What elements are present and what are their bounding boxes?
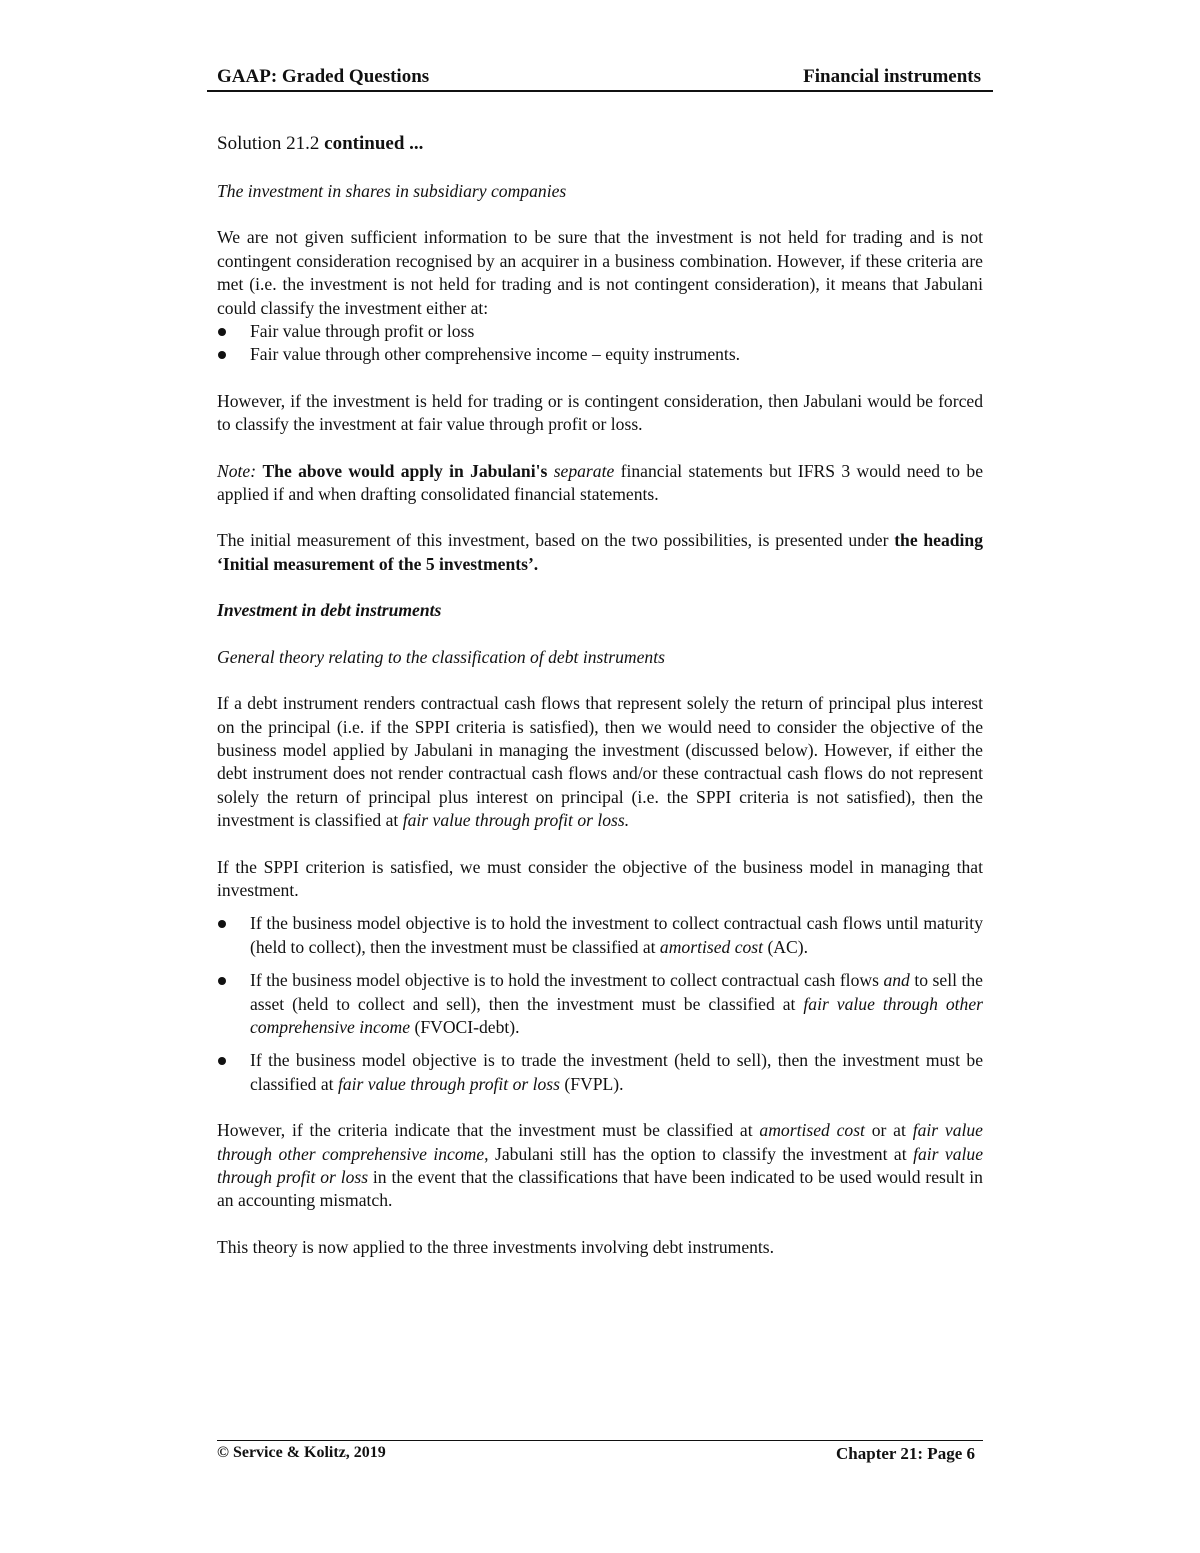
subsidiary-paragraph-3 bbox=[217, 529, 983, 576]
debt-heading: Investment in debt instruments bbox=[217, 600, 442, 621]
note-bold-text: The above would apply in Jabulani's bbox=[262, 460, 548, 481]
footer-copyright: © Service & Kolitz, 2019 bbox=[217, 1444, 386, 1461]
bullet-italic: and bbox=[883, 970, 910, 991]
paragraph-italic: fair value through other comprehensive income bbox=[217, 1120, 983, 1164]
business-model-list bbox=[217, 912, 983, 1096]
bullet-text: If the business model objective is to hold the investment to collect contractual cash flows until maturity (held to collect), then the investment must be classified at bbox=[250, 913, 983, 957]
paragraph-text: , Jabulani still has the option to classify the investment at bbox=[484, 1143, 907, 1164]
bullet-italic: amortised cost bbox=[659, 936, 764, 957]
debt-paragraph-2: If the SPPI criterion is satisfied, we must consider the objective of the business model in managing that investment. bbox=[217, 856, 983, 900]
solution-title bbox=[217, 132, 983, 156]
bullet-text: (AC). bbox=[767, 936, 809, 957]
subsidiary-paragraph-2: However, if the investment is held for trading or is contingent consideration, then Jabulani would be forced to classify the investment at fair value through profit or loss. bbox=[217, 390, 983, 435]
page-content bbox=[217, 132, 983, 1282]
list-item bbox=[217, 1049, 983, 1096]
initial-measurement-text: The initial measurement of this investment, based on the two possibilities, is presented under bbox=[217, 530, 889, 551]
paragraph-text: in the event that the classifications that have been indicated to be used would result in an accounting mismatch. bbox=[217, 1167, 983, 1211]
list-item bbox=[217, 969, 983, 1039]
paragraph-text: However, if the criteria indicate that the investment must be classified at bbox=[217, 1120, 753, 1141]
header-book-title: GAAP: Graded Questions bbox=[217, 66, 430, 87]
list-item bbox=[217, 912, 983, 959]
debt-paragraph-4: This theory is now applied to the three investments involving debt instruments. bbox=[217, 1236, 775, 1257]
sppi-text: If a debt instrument renders contractual cash flows that represent solely the return of principal plus interest on the principal (i.e. if the SPPI criteria is satisfied), then we would need to consider the objective of the business model applied by Jabulani in managing the investment (discussed below). However, if either the debt instrument does not render contractual cash flows and/or these contractual cash flows do not represent solely the return of principal plus interest on principal (i.e. the SPPI criteria is not satisfied), then the investment is classified at bbox=[217, 693, 983, 831]
classification-options-list bbox=[217, 320, 983, 367]
paragraph-italic: amortised cost bbox=[759, 1120, 865, 1141]
subsidiary-heading: The investment in shares in subsidiary companies bbox=[217, 181, 567, 201]
note-label: Note: bbox=[217, 460, 257, 481]
paragraph-italic: fair value through profit or loss bbox=[217, 1143, 984, 1187]
solution-number: Solution 21.2 bbox=[217, 133, 320, 154]
debt-paragraph-1 bbox=[217, 692, 983, 832]
bullet-italic: fair value through profit or loss bbox=[337, 1073, 561, 1094]
note-italic-text: separate bbox=[553, 460, 615, 481]
list-item: Fair value through other comprehensive income – equity instruments. bbox=[217, 343, 983, 366]
bullet-text: (FVPL). bbox=[564, 1073, 624, 1094]
debt-paragraph-3 bbox=[217, 1119, 983, 1213]
fvpl-italic: fair value through profit or loss. bbox=[402, 810, 630, 831]
bullet-italic: fair value through other comprehensive income bbox=[250, 993, 983, 1037]
note-paragraph bbox=[217, 460, 983, 507]
list-item: Fair value through profit or loss bbox=[217, 320, 983, 343]
bullet-text: (FVOCI-debt). bbox=[414, 1016, 520, 1037]
footer-page-number: Chapter 21: Page 6 bbox=[836, 1444, 975, 1463]
bullet-text: If the business model objective is to hold the investment to collect contractual cash flows bbox=[250, 970, 879, 991]
header-chapter-topic: Financial instruments bbox=[803, 66, 981, 87]
subsidiary-paragraph-1: We are not given sufficient information to be sure that the investment is not held for trading and is not contingent consideration recognised by an acquirer in a business combination. However, if these criteria are met (i.e. the investment is not held for trading and is not contingent consideration), it means that Jabulani could classify the investment either at: bbox=[217, 227, 983, 318]
page-header bbox=[207, 66, 993, 92]
solution-continued: continued ... bbox=[324, 133, 424, 154]
debt-subheading: General theory relating to the classification of debt instruments bbox=[217, 646, 665, 667]
paragraph-text: or at bbox=[871, 1120, 906, 1141]
page-footer bbox=[217, 1440, 983, 1469]
initial-measurement-heading-ref: the heading ‘Initial measurement of the 5 investments’. bbox=[217, 530, 984, 574]
bullet-text: to sell the asset (held to collect and sell), then the investment must be classified at bbox=[250, 970, 983, 1014]
note-rest-text: financial statements but IFRS 3 would need to be applied if and when drafting consolidated financial statements. bbox=[217, 460, 984, 505]
bullet-text: If the business model objective is to trade the investment (held to sell), then the investment must be classified at bbox=[250, 1050, 983, 1094]
